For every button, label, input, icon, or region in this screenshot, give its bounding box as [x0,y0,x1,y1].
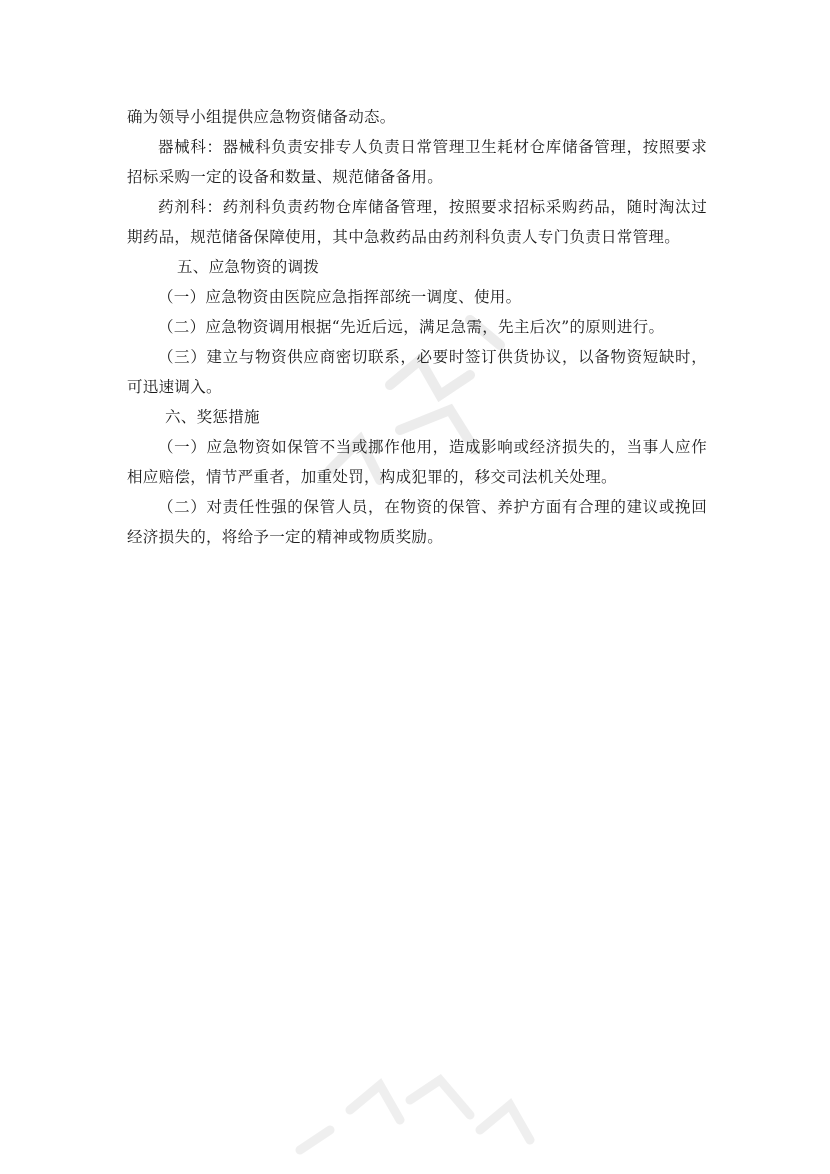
section-heading-allocation: 五、应急物资的调拨 [177,258,320,276]
paragraph-intro: 确为领导小组提供应急物资储备动态。 [127,108,396,126]
paragraph-rewards-1: （一）应急物资如保管不当或挪作他用，造成影响或经济损失的，当事人应作相应赔偿，情节严重者，加重处罚，构成犯罪的，移交司法机关处理。 [127,438,707,486]
paragraph-allocation-1: （一）应急物资由医院应急指挥部统一调度、使用。 [158,288,522,306]
paragraph-rewards-2: （二）对责任性强的保管人员，在物资的保管、养护方面有合理的建议或挽回经济损失的，将给予一定的精神或物质奖励。 [127,498,707,546]
paragraph-allocation-2: （二）应急物资调用根据“先近后远，满足急需，先主后次”的原则进行。 [158,318,665,336]
paragraph-allocation-3: （三）建立与物资供应商密切联系，必要时签订供货协议，以备物资短缺时，可迅速调入。 [127,348,707,396]
paragraph-equipment-dept: 器械科：器械科负责安排专人负责日常管理卫生耗材仓库储备管理，按照要求招标采购一定的设备和数量、规范储备备用。 [127,138,707,186]
section-heading-rewards-penalties: 六、奖惩措施 [165,408,260,426]
paragraph-pharmacy-dept: 药剂科：药剂科负责药物仓库储备管理，按照要求招标采购药品，随时淘汰过期药品，规范储备保障使用，其中急救药品由药剂科负责人专门负责日常管理。 [127,198,707,246]
document-page [127,102,707,552]
